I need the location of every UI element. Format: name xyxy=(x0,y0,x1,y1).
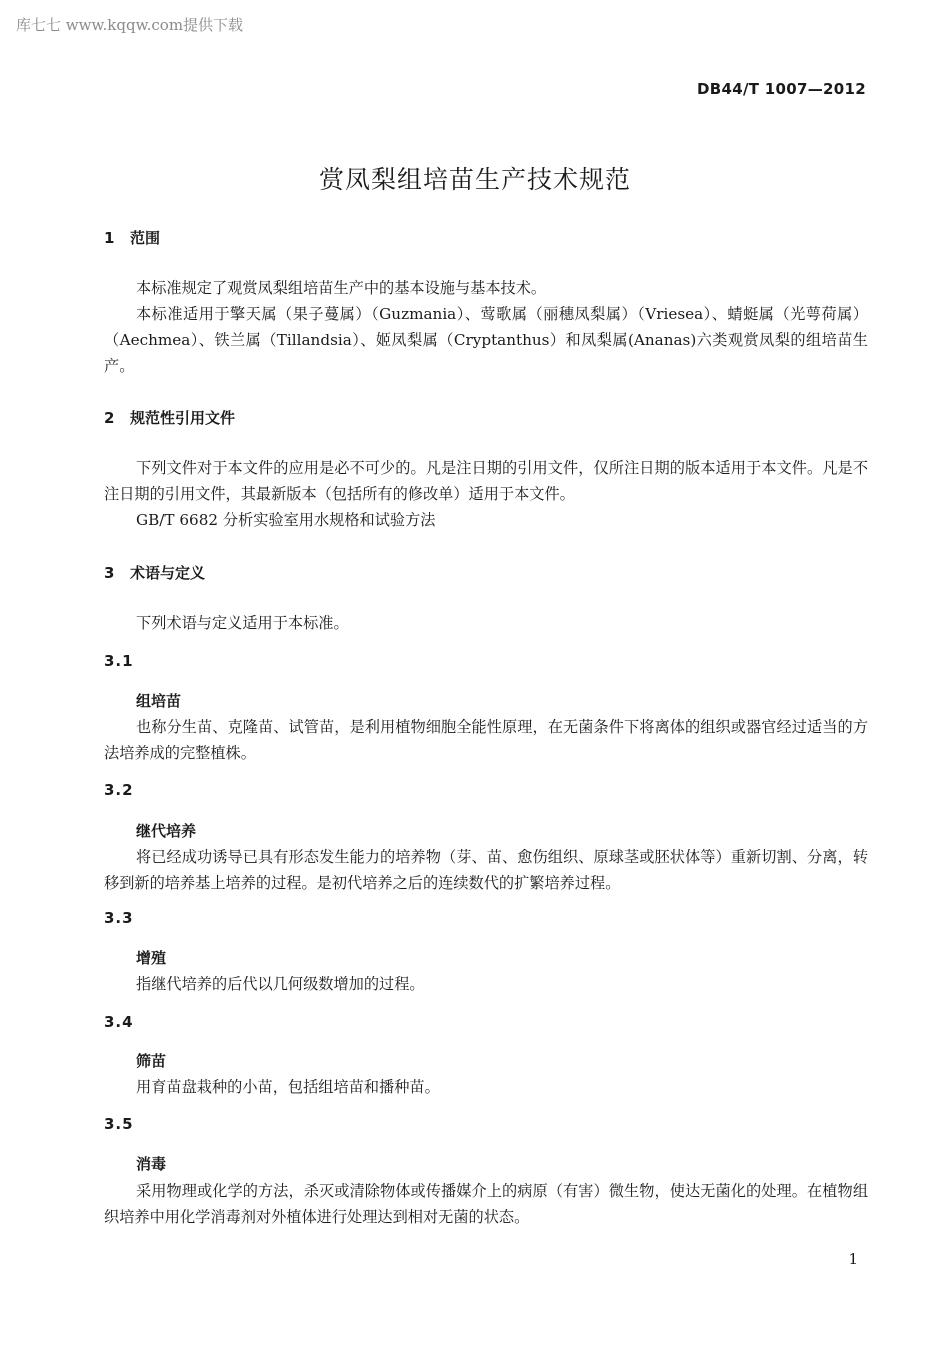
term-3-4-number: 3.4 xyxy=(104,1013,134,1031)
standard-code: DB44/T 1007—2012 xyxy=(697,80,866,98)
term-3-5-definition: 采用物理或化学的方法，杀灭或清除物体或传播媒介上的病原（有害）微生物，使达无菌化的处理。在植物组织培养中用化学消毒剂对外植体进行处理达到相对无菌的状态。 xyxy=(104,1182,868,1226)
term-3-1-name: 组培苗 xyxy=(136,692,182,710)
section-number: 1 xyxy=(104,229,115,247)
term-3-1-number: 3.1 xyxy=(104,652,134,670)
section-2-reference: GB/T 6682 分析实验室用水规格和试验方法 xyxy=(136,511,436,529)
term-3-2-number: 3.2 xyxy=(104,781,134,799)
term-3-5-name: 消毒 xyxy=(136,1155,167,1173)
term-3-3-name: 增殖 xyxy=(136,949,167,967)
term-3-5-number: 3.5 xyxy=(104,1115,134,1133)
section-title: 术语与定义 xyxy=(130,564,206,582)
page-number: 1 xyxy=(848,1250,858,1268)
section-number: 2 xyxy=(104,409,115,427)
section-2-paragraph-1: 下列文件对于本文件的应用是必不可少的。凡是注日期的引用文件，仅所注日期的版本适用于本文件。凡是不注日期的引用文件，其最新版本（包括所有的修改单）适用于本文件。 xyxy=(104,459,868,503)
section-3-intro: 下列术语与定义适用于本标准。 xyxy=(136,614,349,632)
section-number: 3 xyxy=(104,564,115,582)
section-1-paragraph-2: 本标准适用于擎天属（果子蔓属）（Guzmania）、莺歌属（丽穗凤梨属）（Vriesea）、蜻蜓属（光萼荷属）（Aechmea）、铁兰属（Tillandsia）、姬凤梨属（Cryptanthus）和凤梨属(Ananas)六类观赏凤梨的组培苗生产。 xyxy=(104,305,868,375)
term-3-3-definition: 指继代培养的后代以几何级数增加的过程。 xyxy=(136,975,425,993)
section-title: 规范性引用文件 xyxy=(130,409,236,427)
section-1-paragraph-1: 本标准规定了观赏凤梨组培苗生产中的基本设施与基本技术。 xyxy=(136,279,547,297)
term-3-2-name: 继代培养 xyxy=(136,822,197,840)
watermark-text: 库七七 www.kqqw.com提供下载 xyxy=(16,16,244,34)
section-title: 范围 xyxy=(130,229,161,247)
page-title: 赏凤梨组培苗生产技术规范 xyxy=(318,165,631,194)
term-3-1-definition: 也称分生苗、克隆苗、试管苗，是利用植物细胞全能性原理，在无菌条件下将离体的组织或器官经过适当的方法培养成的完整植株。 xyxy=(104,718,868,762)
term-3-3-number: 3.3 xyxy=(104,909,134,927)
term-3-4-definition: 用育苗盘栽种的小苗，包括组培苗和播种苗。 xyxy=(136,1078,440,1096)
term-3-2-definition: 将已经成功诱导已具有形态发生能力的培养物（芽、苗、愈伤组织、原球茎或胚状体等）重新切割、分离，转移到新的培养基上培养的过程。是初代培养之后的连续数代的扩繁培养过程。 xyxy=(104,848,868,892)
section-3-heading xyxy=(104,562,205,583)
section-2-heading xyxy=(104,407,235,428)
section-1-heading xyxy=(104,227,160,248)
term-3-4-name: 筛苗 xyxy=(136,1052,167,1070)
